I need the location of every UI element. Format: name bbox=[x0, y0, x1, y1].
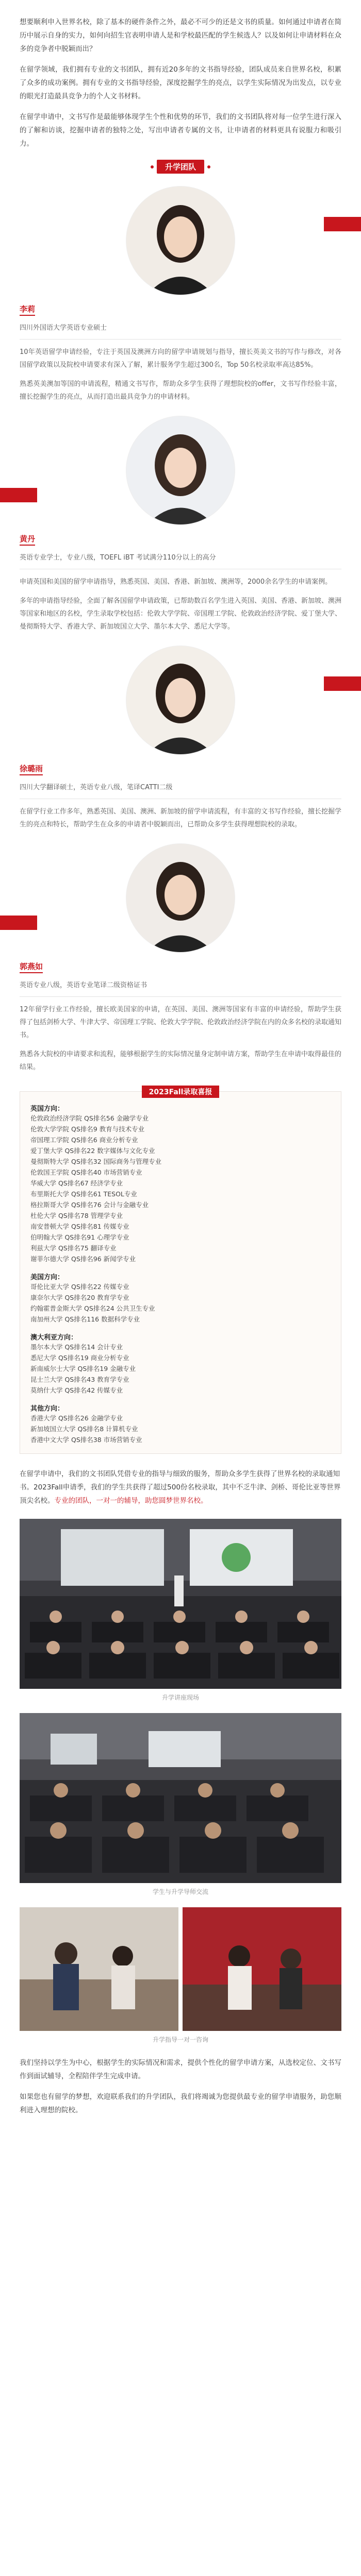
consult-photo bbox=[183, 1907, 341, 2031]
teacher-portrait-icon bbox=[126, 646, 235, 754]
offer-item: 伦敦国王学院 QS排名40 市场营销专业 bbox=[30, 1168, 142, 1176]
offer-item: 利兹大学 QS排名75 翻译专业 bbox=[30, 1244, 117, 1252]
intro-section bbox=[0, 0, 361, 150]
offer-item: 伦敦大学学院 QS排名9 教育与技术专业 bbox=[30, 1125, 145, 1133]
offer-item: 曼彻斯特大学 QS排名32 国际商务与管理专业 bbox=[30, 1158, 162, 1165]
teacher-name-row bbox=[20, 763, 341, 775]
offers-region-heading: 英国方向： bbox=[30, 1105, 64, 1113]
offer-item: 杜伦大学 QS排名78 管理学专业 bbox=[30, 1212, 123, 1219]
intro-paragraph-3: 在留学申请中，文书写作是最能够体现学生个性和优势的环节，我们的文书团队将对每一位学生进行深入的了解和访谈，挖掘申请者的独特之处，写出申请者专属的文书，让申请者的材料更具有说服力和吸引力。 bbox=[20, 113, 341, 148]
offers-title-wrap bbox=[20, 1086, 341, 1098]
teacher-card bbox=[0, 646, 361, 831]
classroom-photo-icon bbox=[20, 1519, 341, 1689]
offer-item: 帝国理工学院 QS排名6 商业分析专业 bbox=[30, 1136, 138, 1144]
offer-item: 哥伦比亚大学 QS排名22 传媒专业 bbox=[30, 1283, 129, 1291]
offer-item: 墨尔本大学 QS排名14 会计专业 bbox=[30, 1343, 123, 1351]
outro-paragraph-2: 如果您也有留学的梦想，欢迎联系我们的升学团队，我们将竭诚为您提供最专业的留学申请服务，助您顺利进入理想的院校。 bbox=[20, 2093, 341, 2114]
teacher-photo bbox=[126, 646, 235, 755]
divider bbox=[20, 996, 341, 997]
teacher-card bbox=[0, 416, 361, 633]
teacher-name: 李莉 bbox=[20, 303, 35, 316]
offer-item: 伯明翰大学 QS排名91 心理学专业 bbox=[30, 1233, 129, 1241]
teacher-bio: 12年留学行业工作经验，擅长欧美国家的申请，在英国、美国、澳洲等国家有丰富的申请经验，帮助学生获得了包括剑桥大学、牛津大学、帝国理工学院、伦敦大学学院、伦敦政治经济学院在内的众多名校的录取通知书。 bbox=[20, 1006, 342, 1039]
teacher-name: 黄丹 bbox=[20, 533, 35, 546]
event-photo bbox=[20, 1713, 341, 1883]
teacher-portrait-icon bbox=[126, 187, 235, 295]
offer-item: 南安普顿大学 QS排名81 传媒专业 bbox=[30, 1223, 129, 1230]
teacher-name: 徐璐雨 bbox=[20, 763, 43, 775]
teacher-portrait-icon bbox=[126, 416, 235, 524]
offer-item: 新南威尔士大学 QS排名19 金融专业 bbox=[30, 1365, 136, 1372]
photo-caption: 学生与升学导师交流 bbox=[152, 1888, 208, 1895]
offer-item: 新加坡国立大学 QS排名8 计算机专业 bbox=[30, 1425, 138, 1433]
summary-text: 在留学申请中，我们的文书团队凭借专业的指导与细致的服务，帮助众多学生获得了世界名校的录取通知书。2023Fall申请季，我们的学生共获得了超过500份名校录取，其中不乏牛津、剑桥、哥伦比亚等世界顶尖名校。 bbox=[20, 1470, 341, 1505]
decorative-block bbox=[324, 217, 361, 231]
divider bbox=[20, 339, 341, 340]
offer-item: 香港中文大学 QS排名38 市场营销专业 bbox=[30, 1436, 142, 1444]
teacher-bio: 多年的申请指导经验，全面了解各国留学申请政策，已帮助数百名学生进入英国、美国、香港、新加坡、澳洲等国家和地区的名校，学生录取学校包括：伦敦大学学院、帝国理工学院、伦敦政治经济学院、爱丁堡大学、曼彻斯特大学、香港大学、新加坡国立大学、墨尔本大学、悉尼大学等。 bbox=[20, 597, 342, 631]
offer-item: 昆士兰大学 QS排名43 教育学专业 bbox=[30, 1376, 129, 1383]
offer-item: 香港大学 QS排名26 金融学专业 bbox=[30, 1414, 123, 1422]
teacher-name-row bbox=[20, 533, 341, 546]
decorative-block bbox=[0, 916, 37, 930]
teacher-card bbox=[0, 186, 361, 403]
offer-item: 布里斯托大学 QS排名61 TESOL专业 bbox=[30, 1190, 137, 1198]
teacher-portrait-icon bbox=[126, 844, 235, 952]
teacher-bio: 在留学行业工作多年，熟悉英国、美国、澳洲、新加坡的留学申请流程，有丰富的文书写作经验，擅长挖掘学生的亮点和特长，帮助学生在众多的申请者中脱颖而出，已帮助众多学生获得理想院校的录取。 bbox=[20, 808, 342, 828]
offer-item: 爱丁堡大学 QS排名22 数字媒体与文化专业 bbox=[30, 1147, 155, 1155]
consultation-photo-icon bbox=[183, 1907, 341, 2031]
teacher-name-row bbox=[20, 961, 341, 973]
teacher-photo bbox=[126, 843, 235, 953]
photo-pair bbox=[20, 1907, 341, 2031]
teacher-bio: 10年英语留学申请经验，专注于英国及澳洲方向的留学申请规划与指导，擅长英美文书的写作与修改，对各国留学政策以及院校申请要求有深入了解，累计服务学生超过300名，Top 50名校录取率高达85%。 bbox=[20, 348, 341, 369]
offer-item: 谢菲尔德大学 QS排名96 新闻学专业 bbox=[30, 1255, 136, 1263]
teacher-subtitle: 英语专业学士，专业八级，TOEFL iBT 考试满分110分以上的高分 bbox=[20, 554, 216, 562]
teacher-photo bbox=[126, 186, 235, 295]
event-photo bbox=[20, 1519, 341, 1689]
summary-paragraph bbox=[20, 1467, 341, 1507]
offers-regions bbox=[30, 1103, 331, 1445]
summary-highlight: 专业的团队，一对一的辅导，助您圆梦世界名校。 bbox=[54, 1497, 208, 1505]
offer-item: 悉尼大学 QS排名19 商业分析专业 bbox=[30, 1354, 129, 1362]
teacher-name: 郭燕如 bbox=[20, 961, 43, 973]
intro-paragraph-1: 想要顺利申入世界名校，除了基本的硬件条件之外，最必不可少的还是文书的质量。如何通过申请者在简历中展示自身的实力，如何向招生官表明申请人是和学校最匹配的学生候选人？以及如何让申请材料在众多的竞争者中脱颖而出？ bbox=[20, 18, 341, 53]
teacher-bio: 申请英国和美国的留学申请指导，熟悉英国、美国、香港、新加坡、澳洲等，2000余名学生的申请案例。 bbox=[20, 578, 332, 586]
outro-section bbox=[0, 2056, 361, 2117]
teacher-name-row bbox=[20, 303, 341, 316]
teacher-card bbox=[0, 843, 361, 1074]
offers-region-heading: 其他方向： bbox=[30, 1405, 64, 1413]
lecture-hall-photo-icon bbox=[20, 1713, 341, 1883]
offers-region-heading: 澳大利亚方向： bbox=[30, 1334, 78, 1342]
offer-item: 南加州大学 QS排名116 数据科学专业 bbox=[30, 1315, 140, 1323]
decorative-block bbox=[324, 676, 361, 691]
teacher-bio: 熟悉英美澳加等国的申请流程，精通文书写作，帮助众多学生获得了理想院校的offer，文书写作经验丰富，擅长挖掘学生的亮点，从而打造出最具竞争力的申请材料。 bbox=[20, 380, 341, 401]
offer-item: 康奈尔大学 QS排名20 教育学专业 bbox=[30, 1294, 129, 1301]
offers-region-heading: 美国方向： bbox=[30, 1274, 64, 1281]
offer-item: 伦敦政治经济学院 QS排名56 金融学专业 bbox=[30, 1114, 149, 1122]
consult-photo bbox=[20, 1907, 178, 2031]
offers-card bbox=[20, 1088, 341, 1454]
intro-paragraph-2: 在留学领域，我们拥有专业的文书团队，拥有近20多年的文书指导经验，团队成员来自世界名校，积累了众多的成功案例。拥有专业的文书指导经验，深度挖掘学生的亮点，以学生实际情况为出发点，以专业的眼光打造最具竞争力的个人文书材料。 bbox=[20, 65, 341, 100]
outro-paragraph-1: 我们坚持以学生为中心，根据学生的实际情况和需求，提供个性化的留学申请方案，从选校定位、文书写作到面试辅导，全程陪伴学生完成申请。 bbox=[20, 2059, 341, 2080]
offer-item: 华威大学 QS排名67 经济学专业 bbox=[30, 1179, 123, 1187]
offer-item: 莫纳什大学 QS排名42 传媒专业 bbox=[30, 1386, 123, 1394]
photo-caption: 升学指导一对一咨询 bbox=[152, 2036, 208, 2043]
consultation-photo-icon bbox=[20, 1907, 178, 2031]
section-title-label: 升学团队 bbox=[157, 160, 204, 174]
section-title bbox=[0, 160, 361, 174]
offer-item: 格拉斯哥大学 QS排名76 会计与金融专业 bbox=[30, 1201, 149, 1209]
teacher-photo bbox=[126, 416, 235, 525]
decorative-block bbox=[0, 488, 37, 502]
offers-title: 2023Fall录取喜报 bbox=[142, 1086, 220, 1098]
teacher-subtitle: 四川大学翻译硕士，英语专业八级，笔译CATTI二级 bbox=[20, 784, 173, 791]
teacher-subtitle: 英语专业八级，英语专业笔译二级资格证书 bbox=[20, 981, 147, 989]
photo-caption: 升学讲座现场 bbox=[161, 1694, 199, 1701]
teacher-subtitle: 四川外国语大学英语专业硕士 bbox=[20, 324, 107, 332]
offer-item: 约翰霍普金斯大学 QS排名24 公共卫生专业 bbox=[30, 1304, 155, 1312]
teacher-bio: 熟悉各大院校的申请要求和流程，能够根据学生的实际情况量身定制申请方案，帮助学生在申请中取得最佳的结果。 bbox=[20, 1050, 342, 1071]
